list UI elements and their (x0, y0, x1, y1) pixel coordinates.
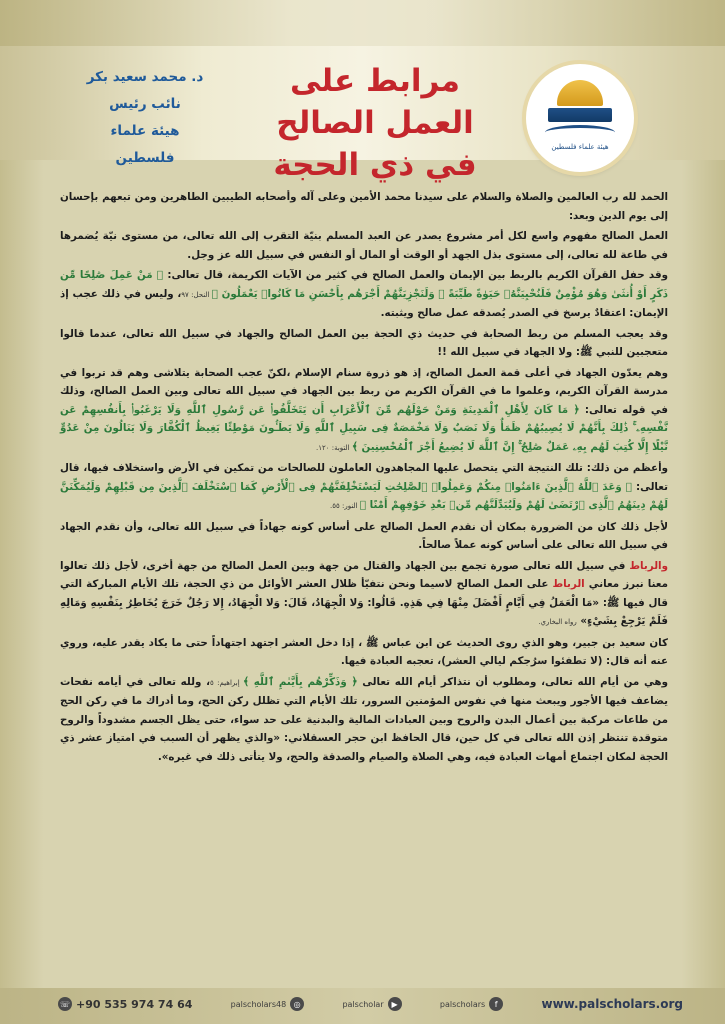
quran-verse: ﴿ وَذَكِّرْهُم بِأَيَّىٰمِ ٱللَّهِ ﴾ (243, 675, 358, 688)
paragraph (60, 557, 668, 632)
youtube-icon: ▶ (388, 997, 402, 1011)
paragraph-text: وأعظم من ذلك: تلك النتيجة التي يتحصل عليها المجاهدون العاملون للصالحات من تمكين في الأرض واستخلاف فيها، قال تعالى: (60, 462, 668, 493)
paragraph-text: ، ولله تعالى في أيامه نفحات يضاعف فيها الأجور ويبعث منها في نفوس المؤمنين السرور، تلك الأيام التي تظلل ركن الحج، وما أدراك ما في ركن الحج من طاعات مركبة بين أعمال البدن والروح وبين العبادات المالية والبدنية على حد سواء، حتى يظل الجسم مشدوداً والروح متوقدة تنتظر إذن الله تعالى في كل حين، قال الحافظ ابن حجر العسقلاني: «والذي يظهر أن السبب في امتياز عشر ذي الحجة لمكان اجتماع أمهات العبادة فيه، وهي الصلاة والصيام والصدقة والحج، ولا يتأتى ذلك في غيره». (60, 675, 668, 763)
paragraph-text: في سبيل الله تعالى صورة تجمع بين الجهاد والقتال من جهة وبين العمل الصالح من جهة أخرى، لأجل ذلك تعالوا معنا نبرز معاني (60, 559, 668, 590)
title-line: في ذي الحجة (273, 147, 477, 183)
youtube-handle: palscholar (342, 999, 384, 1009)
paragraph (60, 227, 668, 264)
paragraph-text: كان سعيد بن جبير، وهو الذي روى الحديث عن ابن عباس ﷺ ، إذا دخل العشر اجتهد اجتهاداً حتى ما يكاد يقدر عليه، وروي عنه أنه قال: (لا تطفئوا سرُجكم ليالي العشر)، تعجبه العبادة فيها. (60, 636, 668, 667)
author-organization: هيئة علماء فلسطين (110, 123, 180, 166)
paragraph (60, 364, 668, 458)
paragraph-text: لأجل ذلك كان من الضرورة بمكان أن نقدم العمل الصالح على أساس كونه جهاداً في سبيل الله تعالى، وأن نقدم الجهاد في سبيل الله تعالى على أساس كونه عملاً صالحاً. (60, 520, 668, 551)
paragraph-text: العمل الصالح مفهوم واسع لكل أمر مشروع يصدر عن العبد المسلم بنيّة التقرب إلى الله تعالى، من مستوى نيّة يُضمرها في طاعة لله تعالى، إلى مستوى بذل الجهد أو الوقت أو المال أو النفس في سبيل الله عز وجل. (60, 230, 668, 261)
verse-reference: رواه البخاري. (538, 618, 577, 626)
website-url: www.palscholars.org (541, 997, 683, 1011)
book-icon (545, 125, 615, 140)
title-line: مرابط على (290, 63, 460, 99)
verse-reference: التوبة: ١٢٠. (315, 443, 352, 452)
facebook-link[interactable] (440, 997, 503, 1011)
author-block (80, 64, 210, 172)
paragraph-text: وهم يعدّون الجهاد في أعلى قمة العمل الصالح، إذ هو ذروة سنام الإسلام ،لكنّ عجب الصحابة يتلاشى وهم قد تربوا في مدرسة القرآن الكريم، وعلموا ما في القرآن الكريم من ربط بين الجهاد في سبيل الله تعالى وبين العمل الصالح، وذلك في قوله تعالى: (60, 366, 668, 416)
website-link[interactable] (542, 997, 683, 1011)
paragraph (60, 459, 668, 516)
paragraph (60, 188, 668, 225)
youtube-link[interactable] (342, 997, 401, 1011)
paragraph-text: ، وليس في ذلك عجب إذ الإيمان: اعتقادٌ يرسخ في الصدر يُصدقه عمل صالح ويثبته. (60, 287, 668, 319)
verse-reference: النحل: ٩٧ (181, 290, 212, 299)
quran-verse: ﴿ مَنْ عَمِلَ صَٰلِحًا مِّن ذَكَرٍ أَوْ أُنثَىٰ وَهُوَ مُؤْمِنٌ فَلَنُحْيِيَنَّهُۥ حَيَوٰةً طَيِّبَةً ۖ وَلَنَجْزِيَنَّهُمْ أَجْرَهُم بِأَحْسَنِ مَا كَانُوا۟ يَعْمَلُونَ ﴾ (60, 269, 668, 300)
paragraph (60, 673, 668, 767)
author-position: نائب رئيس (109, 96, 181, 112)
highlighted-term: الرباط (552, 578, 585, 590)
paragraph-text: وقد يعجب المسلم من ربط الصحابة في حديث ذي الحجة بين العمل الصالح والجهاد في سبيل الله تعالى، عندما قالوا متعجبين للنبي ﷺ: ولا الجهاد في سبيل الله !! (60, 327, 668, 358)
article-body (60, 188, 668, 978)
article-title (250, 60, 500, 186)
whatsapp-icon: ☏ (58, 997, 72, 1011)
logo-text: هيئة علماء فلسطين (551, 142, 609, 151)
highlighted-term: والرباط (629, 559, 668, 572)
paragraph (60, 266, 668, 323)
facebook-icon: f (489, 997, 503, 1011)
paragraph-text: الحمد لله رب العالمين والصلاة والسلام على سيدنا محمد الأمين وعلى آله وأصحابه الطيبين الطاهرين ومن تبعهم بإحسان إلى يوم الدين وبعد: (60, 191, 668, 222)
footer (0, 993, 725, 1015)
top-band (0, 0, 725, 46)
paragraph (60, 325, 668, 362)
organization-logo (526, 64, 634, 172)
phone-number: +90 535 974 74 64 (76, 997, 193, 1011)
quran-verse: ﴿ مَا كَانَ لِأَهْلِ ٱلْمَدِينَةِ وَمَنْ حَوْلَهُم مِّنَ ٱلْأَعْرَابِ أَن يَتَخَلَّفُوا۟ عَن رَّسُولِ ٱللَّهِ وَلَا يَرْغَبُوا۟ بِأَنفُسِهِمْ عَن نَّفْسِهِۦ ۚ ذَٰلِكَ بِأَنَّهُمْ لَا يُصِيبُهُمْ ظَمَأٌ وَلَا نَصَبٌ وَلَا مَخْمَصَةٌ فِى سَبِيلِ ٱللَّهِ وَلَا يَطَـُٔونَ مَوْطِئًا يَغِيظُ ٱلْكُفَّارَ وَلَا يَنَالُونَ مِنْ عَدُوٍّ نَّيْلًا إِلَّا كُتِبَ لَهُم بِهِۦ عَمَلٌ صَٰلِحٌ ۚ إِنَّ ٱللَّهَ لَا يُضِيعُ أَجْرَ ٱلْمُحْسِنِينَ ﴾ (60, 403, 668, 453)
verse-reference: النور: ٥٥. (330, 502, 360, 510)
verse-reference: إبراهيم: ٥ (210, 678, 244, 687)
phone-contact[interactable] (58, 997, 192, 1011)
title-line: العمل الصالح (276, 105, 474, 141)
instagram-link[interactable] (231, 997, 305, 1011)
paragraph (60, 518, 668, 555)
paragraph-text: على العمل الصالح لاسيما ونحن نتفيّأ ظلال العشر الأوائل من ذي الحجة، تلك الأيام المباركة التي قال فيها ﷺ: «مَا الْعَمَلُ فِي أَيَّامٍ أَفْضَلَ مِنْهَا فِي هَذِهِ. قَالُوا: وَلا الْجِهَادُ، قَالَ: وَلا الْجِهَادُ، إِلا رَجُلٌ خَرَجَ يُخَاطِرُ بِنَفْسِهِ وَمَالِهِ فَلَمْ يَرْجِعْ بِشَيْءٍ» (60, 578, 668, 627)
map-icon (548, 108, 612, 122)
quran-verse: ﴿ وَعَدَ ٱللَّهُ ٱلَّذِينَ ءَامَنُوا۟ مِنكُمْ وَعَمِلُوا۟ ٱلصَّٰلِحَٰتِ لَيَسْتَخْلِفَنَّهُمْ فِى ٱلْأَرْضِ كَمَا ٱسْتَخْلَفَ ٱلَّذِينَ مِن قَبْلِهِمْ وَلَيُمَكِّنَنَّ لَهُمْ دِينَهُمُ ٱلَّذِى ٱرْتَضَىٰ لَهُمْ وَلَيُبَدِّلَنَّهُم مِّنۢ بَعْدِ خَوْفِهِمْ أَمْنًا ﴾ (60, 480, 668, 511)
instagram-icon: ◎ (290, 997, 304, 1011)
paragraph-text: وقد حفل القرآن الكريم بالربط بين الإيمان والعمل الصالح في كثير من الآيات الكريمة، قال تعالى: (163, 269, 668, 281)
facebook-handle: palscholars (439, 999, 486, 1009)
dome-icon (557, 80, 603, 106)
instagram-handle: palscholars48 (230, 999, 287, 1009)
author-name: د. محمد سعيد بكر (86, 69, 204, 85)
paragraph-text: وهي من أيام الله تعالى، ومطلوب أن نتذاكر أيام الله تعالى (357, 675, 668, 688)
paragraph (60, 634, 668, 671)
